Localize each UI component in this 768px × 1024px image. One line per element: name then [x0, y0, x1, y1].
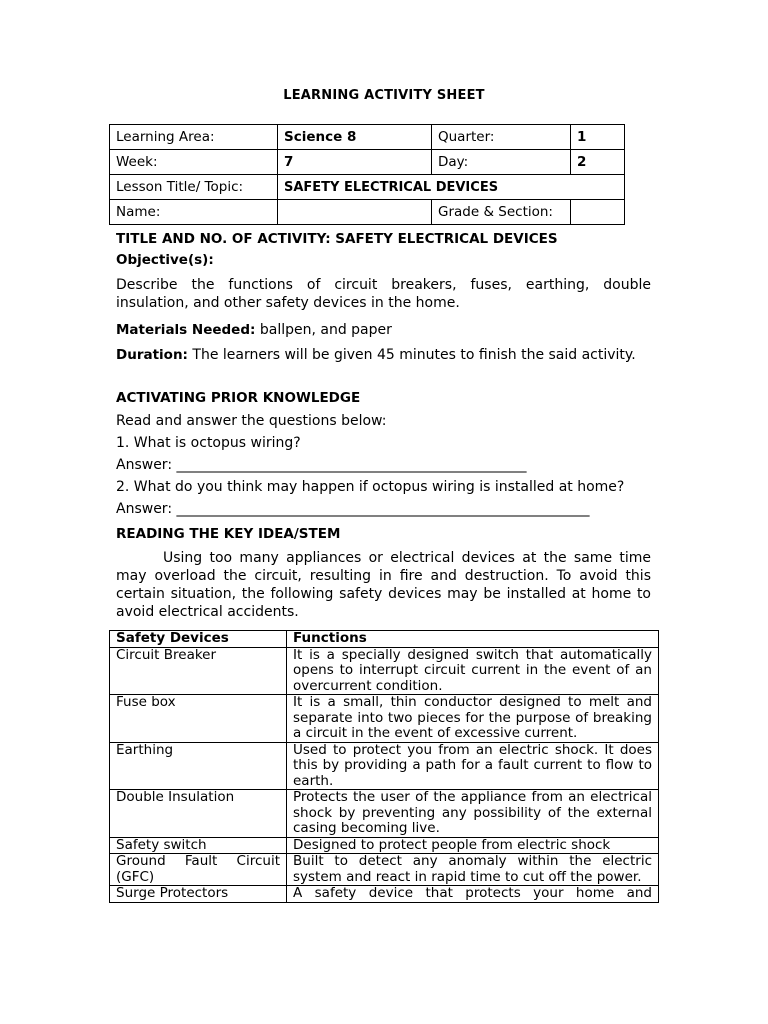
duration-text: The learners will be given 45 minutes to finish the said activity.	[187, 347, 636, 363]
device-function: Built to detect any anomaly within the electric system and react in rapid time to cut off the power.	[287, 854, 659, 886]
grade-section-label: Grade & Section:	[432, 200, 571, 225]
header-functions: Functions	[287, 631, 659, 648]
objectives-label: Objective(s):	[116, 252, 214, 268]
day-label: Day:	[432, 150, 571, 175]
lesson-title-value: SAFETY ELECTRICAL DEVICES	[278, 175, 625, 200]
device-function: Used to protect you from an electric shock. It does this by providing a path for a fault current to flow to earth.	[287, 742, 659, 790]
info-table	[109, 124, 625, 225]
table-row	[110, 695, 659, 743]
device-function: A safety device that protects your home and	[287, 886, 659, 903]
info-row-lesson	[110, 175, 625, 200]
answer-1-line[interactable]: Answer: __________________________________________________	[116, 457, 527, 473]
safety-devices-table	[109, 630, 659, 903]
duration-line	[116, 346, 651, 364]
device-name: Earthing	[110, 742, 287, 790]
device-name: Ground Fault Circuit (GFC)	[110, 854, 287, 886]
day-value: 2	[571, 150, 625, 175]
table-row	[110, 790, 659, 838]
prior-instructions: Read and answer the questions below:	[116, 413, 387, 429]
device-name: Circuit Breaker	[110, 647, 287, 695]
device-name: Double Insulation	[110, 790, 287, 838]
objectives-text: Describe the functions of circuit breakers, fuses, earthing, double insulation, and other safety devices in the home.	[116, 277, 651, 311]
key-idea-text: Using too many appliances or electrical devices at the same time may overload the circuit, resulting in fire and destruction. To avoid this certain situation, the following safety devices may be installed at home to avoid electrical accidents.	[116, 550, 651, 620]
quarter-label: Quarter:	[432, 125, 571, 150]
name-field[interactable]	[278, 200, 432, 225]
learning-area-value: Science 8	[278, 125, 432, 150]
duration-label: Duration:	[116, 347, 188, 363]
activity-title: TITLE AND NO. OF ACTIVITY: SAFETY ELECTRICAL DEVICES	[116, 231, 558, 247]
device-name: Surge Protectors	[110, 886, 287, 903]
lesson-title-label: Lesson Title/ Topic:	[110, 175, 278, 200]
device-function: Designed to protect people from electric shock	[287, 837, 659, 854]
device-function: Protects the user of the appliance from an electrical shock by preventing any possibility of the external casing becoming live.	[287, 790, 659, 838]
device-name: Safety switch	[110, 837, 287, 854]
grade-section-field[interactable]	[571, 200, 625, 225]
answer-2-line[interactable]: Answer: ___________________________________________________________	[116, 501, 590, 517]
devices-header-row	[110, 631, 659, 648]
week-value: 7	[278, 150, 432, 175]
table-row	[110, 854, 659, 886]
materials-label: Materials Needed:	[116, 322, 256, 338]
info-row-name	[110, 200, 625, 225]
document-title: LEARNING ACTIVITY SHEET	[283, 88, 485, 103]
question-2: 2. What do you think may happen if octopus wiring is installed at home?	[116, 479, 625, 495]
table-row	[110, 837, 659, 854]
materials-line	[116, 321, 651, 339]
device-function: It is a small, thin conductor designed to melt and separate into two pieces for the purpose of breaking a circuit in the event of excessive current.	[287, 695, 659, 743]
name-label: Name:	[110, 200, 278, 225]
device-function: It is a specially designed switch that automatically opens to interrupt circuit current in the event of an overcurrent condition.	[287, 647, 659, 695]
table-row	[110, 886, 659, 903]
header-safety-devices: Safety Devices	[110, 631, 287, 648]
quarter-value: 1	[571, 125, 625, 150]
table-row	[110, 647, 659, 695]
info-row-week	[110, 150, 625, 175]
learning-area-label: Learning Area:	[110, 125, 278, 150]
question-1: 1. What is octopus wiring?	[116, 435, 301, 451]
table-row	[110, 742, 659, 790]
key-idea-heading: READING THE KEY IDEA/STEM	[116, 526, 341, 542]
prior-knowledge-heading: ACTIVATING PRIOR KNOWLEDGE	[116, 390, 361, 406]
info-row-learning-area	[110, 125, 625, 150]
week-label: Week:	[110, 150, 278, 175]
device-name: Fuse box	[110, 695, 287, 743]
materials-text: ballpen, and paper	[255, 322, 392, 338]
